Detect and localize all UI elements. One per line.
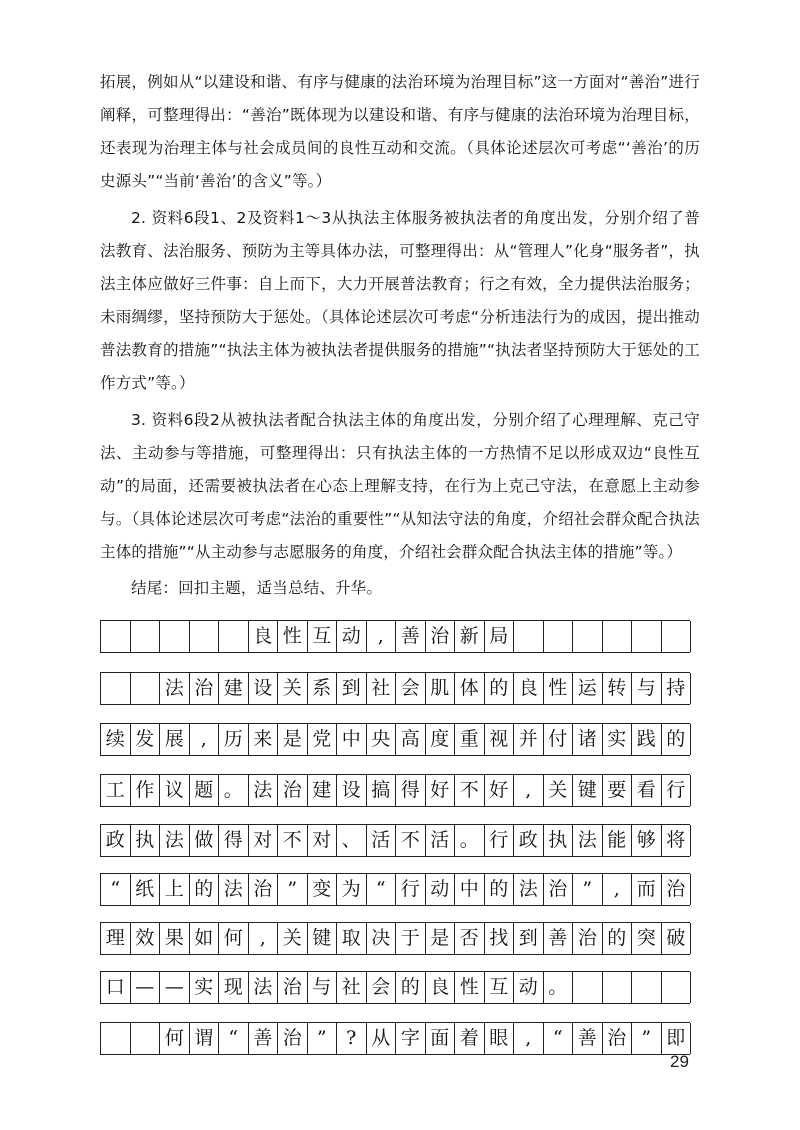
grid-cell: 行	[662, 775, 692, 806]
grid-cell: 会	[396, 673, 426, 704]
grid-cell: 善	[544, 923, 574, 954]
grid-cell: 法	[514, 874, 544, 905]
grid-cell: 社	[337, 972, 367, 1003]
grid-cell: 法	[160, 673, 190, 704]
grid-cell: 字	[396, 1023, 426, 1054]
grid-cell	[603, 621, 633, 652]
grid-cell: 议	[160, 775, 190, 806]
grid-cell: 性	[278, 621, 308, 652]
grid-cell: 政	[101, 825, 131, 856]
grid-cell: 关	[278, 673, 308, 704]
grid-cell: 够	[632, 825, 662, 856]
grid-cell: 局	[485, 621, 515, 652]
grid-cell	[573, 972, 603, 1003]
grid-cell: 与	[632, 673, 662, 704]
grid-cell: 。	[219, 775, 249, 806]
grid-cell: —	[131, 972, 161, 1003]
grid-cell: 系	[308, 673, 338, 704]
grid-cell: 建	[219, 673, 249, 704]
grid-cell: 。	[544, 972, 574, 1003]
grid-row	[100, 723, 690, 756]
grid-cell: 法	[160, 825, 190, 856]
grid-cell: 于	[396, 923, 426, 954]
grid-cell: 动	[426, 874, 456, 905]
grid-cell: 体	[455, 673, 485, 704]
paragraph-point-3: 3. 资料6段2从被执法者配合执法主体的角度出发，分别介绍了心理理解、克己守法、主动参与等措施，可整理得出：只有执法主体的一方热情不足以形成双边“良性互动”的局面，还需要被执法者在心态上理解支持，在行为上克己守法，在意愿上主动参与。（具体论述层次可考虑“法治的重要性”“从知法守法的角度，介绍社会群众配合执法主体的措施”“从主动参与志愿服务的角度，介绍社会群众配合执法主体的措施”等。）	[100, 411, 700, 561]
grid-cell: 关	[278, 923, 308, 954]
grid-cell: 作	[131, 775, 161, 806]
grid-cell: 治	[662, 874, 692, 905]
grid-cell: 关	[544, 775, 574, 806]
grid-cell	[514, 621, 544, 652]
grid-cell: 突	[632, 923, 662, 954]
grid-cell: ”	[308, 1023, 338, 1054]
grid-cell: 并	[514, 724, 544, 755]
grid-cell: 践	[632, 724, 662, 755]
grid-cell: 性	[544, 673, 574, 704]
grid-cell: 面	[426, 1023, 456, 1054]
grid-cell	[573, 621, 603, 652]
grid-cell: 的	[662, 724, 692, 755]
grid-cell: 即	[662, 1023, 692, 1054]
grid-cell: 善	[573, 1023, 603, 1054]
grid-cell: 良	[514, 673, 544, 704]
grid-cell: 活	[426, 825, 456, 856]
grid-cell: 性	[455, 972, 485, 1003]
grid-cell: 眼	[485, 1023, 515, 1054]
grid-cell: 历	[219, 724, 249, 755]
grid-cell: 诸	[573, 724, 603, 755]
grid-cell: “	[544, 1023, 574, 1054]
grid-cell: 发	[131, 724, 161, 755]
grid-cell: 看	[632, 775, 662, 806]
grid-cell: 键	[308, 923, 338, 954]
grid-cell	[662, 972, 692, 1003]
grid-cell: 设	[337, 775, 367, 806]
grid-cell: 中	[455, 874, 485, 905]
grid-cell: 来	[249, 724, 279, 755]
grid-cell	[632, 621, 662, 652]
grid-cell: 谓	[190, 1023, 220, 1054]
grid-cell: 视	[485, 724, 515, 755]
grid-cell: 得	[219, 825, 249, 856]
grid-cell: ”	[573, 874, 603, 905]
grid-cell: 为	[337, 874, 367, 905]
grid-cell: “	[367, 874, 397, 905]
grid-cell: 社	[367, 673, 397, 704]
grid-cell: 何	[160, 1023, 190, 1054]
grid-cell: 键	[573, 775, 603, 806]
grid-cell: 变	[308, 874, 338, 905]
grid-cell: 治	[603, 1023, 633, 1054]
grid-cell: 不	[396, 825, 426, 856]
grid-cell: 到	[337, 673, 367, 704]
grid-cell: 治	[249, 874, 279, 905]
grid-cell: 的	[396, 972, 426, 1003]
grid-cell	[160, 621, 190, 652]
grid-cell: ”	[278, 874, 308, 905]
grid-cell: 重	[455, 724, 485, 755]
grid-cell: 好	[485, 775, 515, 806]
grid-cell: 效	[131, 923, 161, 954]
grid-cell: 行	[396, 874, 426, 905]
grid-cell: 治	[278, 1023, 308, 1054]
grid-cell: 展	[160, 724, 190, 755]
grid-cell: ,	[190, 724, 220, 755]
grid-cell	[632, 972, 662, 1003]
grid-cell: 建	[308, 775, 338, 806]
grid-cell: 从	[367, 1023, 397, 1054]
grid-cell: 到	[514, 923, 544, 954]
grid-cell: 政	[514, 825, 544, 856]
grid-cell: ?	[337, 1023, 367, 1054]
grid-cell: ,	[514, 775, 544, 806]
grid-cell: 良	[249, 621, 279, 652]
grid-cell: 的	[485, 874, 515, 905]
grid-cell: 互	[308, 621, 338, 652]
grid-cell: 找	[485, 923, 515, 954]
paragraph-conclusion: 结尾：回扣主题，适当总结、升华。	[131, 579, 383, 597]
grid-cell	[101, 673, 131, 704]
grid-cell: 果	[160, 923, 190, 954]
grid-cell: “	[101, 874, 131, 905]
grid-cell: 与	[308, 972, 338, 1003]
grid-cell: 动	[514, 972, 544, 1003]
grid-cell: 取	[337, 923, 367, 954]
grid-cell: 何	[219, 923, 249, 954]
grid-cell: 是	[278, 724, 308, 755]
grid-cell: 现	[219, 972, 249, 1003]
grid-cell: 的	[603, 923, 633, 954]
grid-cell: 央	[367, 724, 397, 755]
grid-cell: 法	[219, 874, 249, 905]
grid-cell: 。	[455, 825, 485, 856]
grid-cell: 付	[544, 724, 574, 755]
grid-cell	[131, 673, 161, 704]
grid-cell: 治	[426, 621, 456, 652]
grid-cell: 做	[190, 825, 220, 856]
grid-cell: 理	[101, 923, 131, 954]
grid-cell: ,	[249, 923, 279, 954]
grid-cell: 口	[101, 972, 131, 1003]
grid-cell: 能	[603, 825, 633, 856]
grid-cell: ,	[603, 874, 633, 905]
grid-cell: 工	[101, 775, 131, 806]
grid-cell: 将	[662, 825, 692, 856]
grid-cell: 如	[190, 923, 220, 954]
grid-cell: 要	[603, 775, 633, 806]
grid-cell	[101, 621, 131, 652]
grid-cell: 执	[544, 825, 574, 856]
paragraph-point-2: 2. 资料6段1、2及资料1～3从执法主体服务被执法者的角度出发，分别介绍了普法教育、法治服务、预防为主等具体办法，可整理得出：从“管理人”化身“服务者”，执法主体应做好三件事：自上而下，大力开展普法教育；行之有效，全力提供法治服务；未雨绸缪，坚持预防大于惩处。（具体论述层次可考虑“分析违法行为的成因，提出推动普法教育的措施”“执法主体为被执法者提供服务的措施”“执法者坚持预防大于惩处的工作方式”等。）	[100, 209, 700, 392]
grid-cell: 法	[249, 972, 279, 1003]
grid-cell	[662, 621, 692, 652]
grid-cell: 续	[101, 724, 131, 755]
grid-cell: 决	[367, 923, 397, 954]
grid-cell: 善	[396, 621, 426, 652]
grid-cell: 活	[367, 825, 397, 856]
grid-cell	[101, 1023, 131, 1054]
grid-cell: 着	[455, 1023, 485, 1054]
grid-cell: 题	[190, 775, 220, 806]
grid-cell: 中	[337, 724, 367, 755]
grid-cell: 不	[455, 775, 485, 806]
grid-cell	[544, 621, 574, 652]
grid-cell: 会	[367, 972, 397, 1003]
grid-row	[100, 620, 690, 653]
grid-cell: 动	[337, 621, 367, 652]
grid-cell: 否	[455, 923, 485, 954]
grid-cell: 得	[396, 775, 426, 806]
grid-cell: 度	[426, 724, 456, 755]
grid-row	[100, 672, 690, 705]
grid-cell: “	[219, 1023, 249, 1054]
grid-cell: 持	[662, 673, 692, 704]
grid-cell: 而	[632, 874, 662, 905]
grid-cell: 新	[455, 621, 485, 652]
grid-cell: ”	[632, 1023, 662, 1054]
grid-cell: 治	[573, 923, 603, 954]
grid-cell: —	[160, 972, 190, 1003]
grid-row	[100, 1022, 690, 1055]
grid-cell: 是	[426, 923, 456, 954]
grid-cell: 治	[190, 673, 220, 704]
grid-row	[100, 824, 690, 857]
grid-cell: 互	[485, 972, 515, 1003]
grid-cell: 不	[278, 825, 308, 856]
grid-cell	[190, 621, 220, 652]
grid-cell	[131, 621, 161, 652]
grid-cell: ,	[514, 1023, 544, 1054]
grid-row	[100, 774, 690, 807]
page-number: 29	[670, 1052, 689, 1071]
grid-cell: 实	[603, 724, 633, 755]
grid-cell: 设	[249, 673, 279, 704]
paragraph-continuation: 拓展，例如从“以建设和谐、有序与健康的法治环境为治理目标”这一方面对“善治”进行阐释，可整理得出：“善治”既体现为以建设和谐、有序与健康的法治环境为治理目标，还表现为治理主体与社会成员间的良性互动和交流。（具体论述层次可考虑“‘善治’的历史源头”“当前‘善治’的含义”等。）	[100, 73, 700, 190]
grid-cell: 善	[249, 1023, 279, 1054]
grid-cell: 运	[573, 673, 603, 704]
grid-cell: 对	[249, 825, 279, 856]
grid-cell: 治	[278, 972, 308, 1003]
grid-cell	[219, 621, 249, 652]
grid-cell: 行	[485, 825, 515, 856]
grid-cell: ,	[367, 621, 397, 652]
grid-cell: 高	[396, 724, 426, 755]
grid-cell: 好	[426, 775, 456, 806]
grid-cell: 肌	[426, 673, 456, 704]
grid-cell	[131, 1023, 161, 1054]
grid-cell: 治	[544, 874, 574, 905]
grid-cell: 搞	[367, 775, 397, 806]
grid-cell: 上	[160, 874, 190, 905]
grid-cell: 法	[573, 825, 603, 856]
grid-cell	[603, 972, 633, 1003]
grid-cell: 执	[131, 825, 161, 856]
grid-row	[100, 873, 690, 906]
grid-cell: 的	[485, 673, 515, 704]
grid-row	[100, 922, 690, 955]
grid-cell: 法	[249, 775, 279, 806]
grid-cell: 转	[603, 673, 633, 704]
grid-row	[100, 971, 690, 1004]
grid-cell: 纸	[131, 874, 161, 905]
grid-cell: 良	[426, 972, 456, 1003]
grid-cell: 治	[278, 775, 308, 806]
grid-cell: 对	[308, 825, 338, 856]
grid-cell: 破	[662, 923, 692, 954]
grid-cell: 实	[190, 972, 220, 1003]
grid-cell: 党	[308, 724, 338, 755]
grid-cell: 、	[337, 825, 367, 856]
grid-cell: 的	[190, 874, 220, 905]
